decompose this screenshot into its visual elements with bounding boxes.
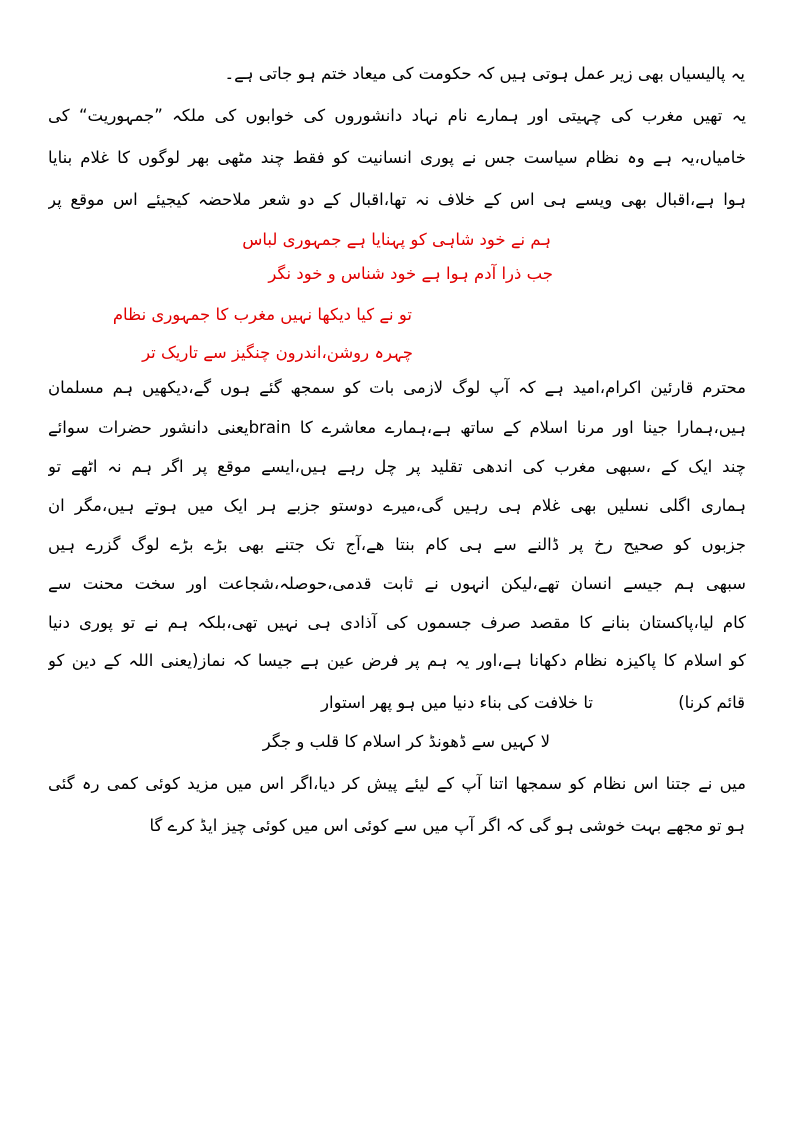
paragraph-line: یہ پالیسیاں بھی زیر عمل ہوتی ہیں کہ حکومت کی میعاد ختم ہو جاتی ہے۔ [224, 64, 745, 83]
paragraph-line: محترم قارئین اکرام،امید ہے کہ آپ لوگ لازمی بات کو سمجھ گئے ہوں گے،دیکھیں ہم مسلمان [48, 378, 746, 397]
poetry-verse: تو نے کیا دیکھا نہیں مغرب کا جمہوری نظام [112, 305, 412, 324]
paragraph-line: سبھی ہم جیسے انسان تھے،لیکن انہوں نے ثابت قدمی،حوصلہ،شجاعت اور سخت محنت سے [48, 574, 746, 593]
paragraph-line: کام لیا،پاکستان بنانے کا مقصد صرف جسموں کی آذادی ہی نہیں تھی،بلکہ ہم نے تو پوری دنیا [48, 613, 746, 632]
paragraph-line: ہماری اگلی نسلیں بھی غلام ہی رہیں گی،میرے دوستو جزبے ہر ایک میں ہوتے ہیں،مگر ان [48, 496, 746, 515]
paragraph-line: ہوا ہے،اقبال بھی ویسے ہی اس کے خلاف نہ تھا،اقبال کے دو شعر ملاحضہ کیجیئے اس موقع پر [48, 190, 746, 209]
paragraph-line: قائم کرنا) [678, 693, 745, 712]
paragraph-line: جزبوں کو صحیح رخ پر ڈالنے سے ہی کام بنتا ھے،آج تک جتنے بھی بڑے بڑے لوگ گزرے ہیں [48, 535, 746, 554]
paragraph-line: میں نے جتنا اس نظام کو سمجھا اتنا آپ کے لیئے پیش کر دیا،اگر اس میں مزید کوئی کمی رہ گئی [48, 774, 746, 793]
poetry-verse: چہرہ روشن،اندرون چنگیز سے تاریک تر [142, 343, 413, 362]
poetry-verse: ہم نے خود شاہی کو پہنایا ہے جمہوری لباس [242, 230, 551, 249]
paragraph-line: یہ تھیں مغرب کی چہیتی اور ہمارے نام نہاد دانشوروں کی خوابوں کی ملکہ ”جمہوریت“ کی [48, 106, 746, 125]
poetry-verse: لا کہیں سے ڈھونڈ کر اسلام کا قلب و جگر [262, 732, 550, 751]
poetry-verse: جب ذرا آدم ہوا ہے خود شناس و خود نگر [268, 264, 553, 283]
poetry-verse: تا خلافت کی بناء دنیا میں ہو پھر استوار [321, 693, 593, 712]
paragraph-line: ہیں،ہمارا جینا اور مرنا اسلام کے ساتھ ہے،ہمارے معاشرے کا brainیعنی دانشور حضرات سوائے [48, 418, 746, 437]
paragraph-line: ہو تو مجھے بہت خوشی ہو گی کہ اگر آپ میں سے کوئی اس میں کوئی چیز ایڈ کرے گا [149, 816, 745, 835]
paragraph-line: کو اسلام کا پاکیزہ نظام دکھانا ہے،اور یہ ہم پر فرض عین ہے جیسا کہ نماز(یعنی اللہ کے دین کو [48, 651, 746, 670]
paragraph-line: خامیاں،یہ ہے وہ نظام سیاست جس نے پوری انسانیت کو فقط چند مٹھی بھر لوگوں کا غلام بنایا [48, 148, 746, 167]
paragraph-line: چند ایک کے ،سبھی مغرب کی اندھی تقلید پر چل رہے ہیں،ایسے موقع پر اگر ہم نہ اٹھے تو [48, 457, 746, 476]
